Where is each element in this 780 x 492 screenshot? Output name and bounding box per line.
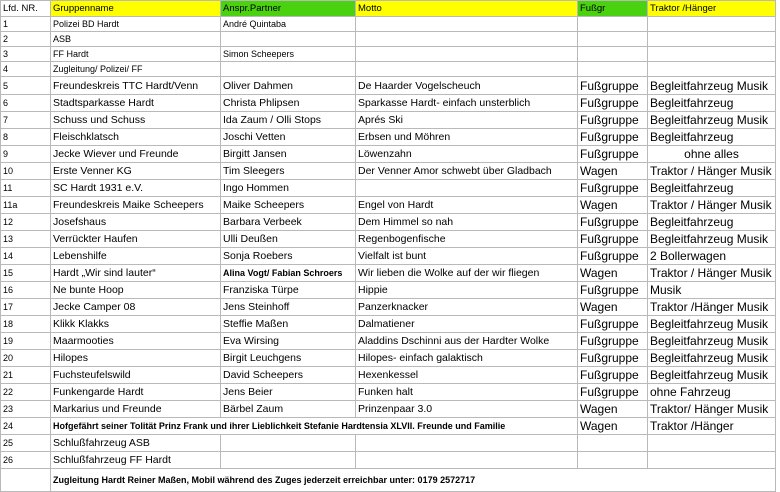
cell-fussgr[interactable]: Fußgruppe: [578, 77, 648, 95]
cell-traktor[interactable]: Traktor /Hänger: [648, 418, 776, 435]
cell-fussgr[interactable]: Fußgruppe: [578, 180, 648, 197]
cell-motto[interactable]: Löwenzahn: [356, 146, 578, 163]
cell-nr[interactable]: 13: [1, 231, 51, 248]
cell-gruppenname[interactable]: Jecke Wiever und Freunde: [51, 146, 221, 163]
cell-partner[interactable]: [221, 62, 356, 77]
cell-nr[interactable]: 1: [1, 17, 51, 32]
table-row: [1, 214, 776, 231]
cell-motto[interactable]: Hexenkessel: [356, 367, 578, 384]
cell-nr[interactable]: 2: [1, 32, 51, 47]
cell-fussgr[interactable]: [578, 62, 648, 77]
cell-traktor[interactable]: Begleitfahrzeug: [648, 129, 776, 146]
cell-partner[interactable]: Eva Wirsing: [221, 333, 356, 350]
cell-motto[interactable]: [356, 32, 578, 47]
header-row: [1, 1, 776, 17]
table-row: [1, 248, 776, 265]
cell-fussgr[interactable]: Fußgruppe: [578, 350, 648, 367]
cell-traktor[interactable]: Traktor / Hänger Musik: [648, 265, 776, 282]
table-row: [1, 418, 776, 435]
cell-partner[interactable]: Christa Phlipsen: [221, 95, 356, 112]
cell-fussgr[interactable]: Fußgruppe: [578, 146, 648, 163]
cell-nr[interactable]: 8: [1, 129, 51, 146]
cell-fussgr[interactable]: Wagen: [578, 197, 648, 214]
cell-gruppenname[interactable]: Verrückter Haufen: [51, 231, 221, 248]
cell-traktor[interactable]: Begleitfahrzeug Musik: [648, 77, 776, 95]
cell-partner[interactable]: Ida Zaum / Olli Stops: [221, 112, 356, 129]
cell-motto[interactable]: Erbsen und Möhren: [356, 129, 578, 146]
cell-gruppenname[interactable]: Ne bunte Hoop: [51, 282, 221, 299]
cell-motto[interactable]: [356, 435, 578, 452]
cell-nr[interactable]: 15: [1, 265, 51, 282]
cell-gruppenname[interactable]: Jecke Camper 08: [51, 299, 221, 316]
cell-merged-description[interactable]: Hofgefährt seiner Tolität Prinz Frank und ihrer Lieblichkeit Stefanie Hardtensia XLVII. Freunde und Familie: [51, 418, 578, 435]
cell-fussgr[interactable]: Fußgruppe: [578, 95, 648, 112]
cell-nr[interactable]: 26: [1, 452, 51, 469]
cell-fussgr[interactable]: Fußgruppe: [578, 129, 648, 146]
table-row: [1, 129, 776, 146]
table-row: [1, 231, 776, 248]
cell-nr[interactable]: 3: [1, 47, 51, 62]
cell-fussgr[interactable]: Fußgruppe: [578, 384, 648, 401]
table-row: [1, 452, 776, 469]
cell-nr[interactable]: 10: [1, 163, 51, 180]
cell-motto[interactable]: Der Venner Amor schwebt über Gladbach: [356, 163, 578, 180]
cell-partner[interactable]: Bärbel Zaum: [221, 401, 356, 418]
header-motto[interactable]: Motto: [356, 1, 578, 17]
table-row: [1, 146, 776, 163]
cell-nr[interactable]: 20: [1, 350, 51, 367]
cell-nr[interactable]: 11a: [1, 197, 51, 214]
cell-fussgr[interactable]: [578, 435, 648, 452]
header-partner[interactable]: Anspr.Partner: [221, 1, 356, 17]
cell-motto[interactable]: Hilopes- einfach galaktisch: [356, 350, 578, 367]
cell-motto[interactable]: Panzerknacker: [356, 299, 578, 316]
cell-fussgr[interactable]: Fußgruppe: [578, 112, 648, 129]
cell-nr[interactable]: 19: [1, 333, 51, 350]
cell-nr[interactable]: 11: [1, 180, 51, 197]
cell-traktor[interactable]: Traktor / Hänger Musik: [648, 163, 776, 180]
cell-motto[interactable]: De Haarder Vogelscheuch: [356, 77, 578, 95]
cell-gruppenname[interactable]: Stadtsparkasse Hardt: [51, 95, 221, 112]
cell-partner[interactable]: André Quintaba: [221, 17, 356, 32]
table-row: [1, 282, 776, 299]
cell-gruppenname[interactable]: Fleischklatsch: [51, 129, 221, 146]
cell-gruppenname[interactable]: Zugleitung/ Polizei/ FF: [51, 62, 221, 77]
cell-gruppenname[interactable]: Schuss und Schuss: [51, 112, 221, 129]
table-body: [1, 1, 776, 492]
cell-partner[interactable]: Alina Vogt/ Fabian Schroers: [221, 265, 356, 282]
cell-traktor[interactable]: 2 Bollerwagen: [648, 248, 776, 265]
cell-gruppenname[interactable]: Hilopes: [51, 350, 221, 367]
cell-motto[interactable]: Sparkasse Hardt- einfach unsterblich: [356, 95, 578, 112]
cell-motto[interactable]: Regenbogenfische: [356, 231, 578, 248]
cell-fussgr[interactable]: Wagen: [578, 265, 648, 282]
cell-fussgr[interactable]: [578, 32, 648, 47]
cell-nr[interactable]: 22: [1, 384, 51, 401]
cell-motto[interactable]: [356, 17, 578, 32]
cell-fussgr[interactable]: [578, 17, 648, 32]
header-fussgr[interactable]: Fußgr: [578, 1, 648, 17]
cell-traktor[interactable]: Begleitfahrzeug: [648, 95, 776, 112]
header-traktor[interactable]: Traktor /Hänger: [648, 1, 776, 17]
cell-partner[interactable]: Barbara Verbeek: [221, 214, 356, 231]
cell-nr[interactable]: 12: [1, 214, 51, 231]
cell-gruppenname[interactable]: Josefshaus: [51, 214, 221, 231]
cell-motto[interactable]: [356, 47, 578, 62]
table-row: [1, 197, 776, 214]
cell-gruppenname[interactable]: Schlußfahrzeug FF Hardt: [51, 452, 221, 469]
cell-traktor[interactable]: Traktor /Hänger Musik: [648, 299, 776, 316]
cell-partner[interactable]: Maike Scheepers: [221, 197, 356, 214]
cell-partner[interactable]: Joschi Vetten: [221, 129, 356, 146]
footer-contact-note[interactable]: Zugleitung Hardt Reiner Maßen, Mobil während des Zuges jederzeit erreichbar unter: 0179 2572717: [51, 469, 776, 492]
cell-partner[interactable]: David Scheepers: [221, 367, 356, 384]
cell-gruppenname[interactable]: Klikk Klakks: [51, 316, 221, 333]
cell-nr[interactable]: 23: [1, 401, 51, 418]
cell-gruppenname[interactable]: ASB: [51, 32, 221, 47]
cell-partner[interactable]: Birgitt Jansen: [221, 146, 356, 163]
table-row: [1, 95, 776, 112]
cell-motto[interactable]: [356, 180, 578, 197]
cell-motto[interactable]: Wir lieben die Wolke auf der wir fliegen: [356, 265, 578, 282]
cell-motto[interactable]: Dalmatiener: [356, 316, 578, 333]
cell-gruppenname[interactable]: FF Hardt: [51, 47, 221, 62]
header-gruppenname[interactable]: Gruppenname: [51, 1, 221, 17]
cell-traktor[interactable]: Musik: [648, 282, 776, 299]
cell-traktor[interactable]: Begleitfahrzeug Musik: [648, 350, 776, 367]
cell-traktor[interactable]: Begleitfahrzeug Musik: [648, 112, 776, 129]
cell-fussgr[interactable]: Fußgruppe: [578, 214, 648, 231]
cell-fussgr[interactable]: Wagen: [578, 418, 648, 435]
cell-partner[interactable]: Ulli Deußen: [221, 231, 356, 248]
cell-gruppenname[interactable]: Freundeskreis Maike Scheepers: [51, 197, 221, 214]
table-row: [1, 47, 776, 62]
cell-nr[interactable]: 9: [1, 146, 51, 163]
cell-fussgr[interactable]: [578, 47, 648, 62]
cell-traktor[interactable]: Begleitfahrzeug Musik: [648, 367, 776, 384]
cell-motto[interactable]: [356, 452, 578, 469]
cell-traktor[interactable]: [648, 452, 776, 469]
cell-gruppenname[interactable]: Erste Venner KG: [51, 163, 221, 180]
cell-partner[interactable]: Tim Sleegers: [221, 163, 356, 180]
cell-fussgr[interactable]: [578, 452, 648, 469]
cell-partner[interactable]: Steffie Maßen: [221, 316, 356, 333]
cell-motto[interactable]: Hippie: [356, 282, 578, 299]
table-row: [1, 435, 776, 452]
cell-motto[interactable]: Engel von Hardt: [356, 197, 578, 214]
table-row: [1, 316, 776, 333]
cell-traktor[interactable]: [648, 62, 776, 77]
cell-gruppenname[interactable]: Maarmooties: [51, 333, 221, 350]
cell-nr[interactable]: 5: [1, 77, 51, 95]
cell-fussgr[interactable]: Fußgruppe: [578, 282, 648, 299]
cell-motto[interactable]: Funken halt: [356, 384, 578, 401]
cell-gruppenname[interactable]: Schlußfahrzeug ASB: [51, 435, 221, 452]
cell-partner[interactable]: Simon Scheepers: [221, 47, 356, 62]
cell-traktor[interactable]: ohne alles: [648, 146, 776, 163]
table-row: [1, 17, 776, 32]
cell-partner[interactable]: Jens Steinhoff: [221, 299, 356, 316]
table-row: [1, 265, 776, 282]
cell-motto[interactable]: Prinzenpaar 3.0: [356, 401, 578, 418]
cell-traktor[interactable]: Traktor / Hänger Musik: [648, 197, 776, 214]
cell-motto[interactable]: [356, 62, 578, 77]
cell-fussgr[interactable]: Wagen: [578, 299, 648, 316]
cell-traktor[interactable]: Begleitfahrzeug Musik: [648, 333, 776, 350]
cell-gruppenname[interactable]: Markarius und Freunde: [51, 401, 221, 418]
table-row: [1, 401, 776, 418]
table-row: [1, 32, 776, 47]
cell-nr[interactable]: 16: [1, 282, 51, 299]
table-row: [1, 350, 776, 367]
header-nr[interactable]: Lfd. NR.: [1, 1, 51, 17]
cell-gruppenname[interactable]: Fuchsteufelswild: [51, 367, 221, 384]
table-row: [1, 384, 776, 401]
cell-traktor[interactable]: [648, 32, 776, 47]
cell-partner[interactable]: Jens Beier: [221, 384, 356, 401]
table-row: [1, 299, 776, 316]
cell-nr[interactable]: 6: [1, 95, 51, 112]
cell-partner[interactable]: Ingo Hommen: [221, 180, 356, 197]
cell-gruppenname[interactable]: Funkengarde Hardt: [51, 384, 221, 401]
cell-fussgr[interactable]: Wagen: [578, 401, 648, 418]
cell-traktor[interactable]: Traktor/ Hänger Musik: [648, 401, 776, 418]
cell-partner[interactable]: Sonja Roebers: [221, 248, 356, 265]
cell-fussgr[interactable]: Fußgruppe: [578, 367, 648, 384]
cell-gruppenname[interactable]: SC Hardt 1931 e.V.: [51, 180, 221, 197]
table-row: [1, 180, 776, 197]
cell-fussgr[interactable]: Wagen: [578, 163, 648, 180]
cell-fussgr[interactable]: Fußgruppe: [578, 231, 648, 248]
cell-nr[interactable]: 25: [1, 435, 51, 452]
cell-motto[interactable]: Vielfalt ist bunt: [356, 248, 578, 265]
cell-nr[interactable]: 17: [1, 299, 51, 316]
cell-motto[interactable]: Aladdins Dschinni aus der Hardter Wolke: [356, 333, 578, 350]
cell-motto[interactable]: Dem Himmel so nah: [356, 214, 578, 231]
table-row: [1, 333, 776, 350]
cell-partner[interactable]: Franziska Türpe: [221, 282, 356, 299]
table-row: [1, 367, 776, 384]
cell-nr[interactable]: 7: [1, 112, 51, 129]
cell-nr[interactable]: 21: [1, 367, 51, 384]
cell-gruppenname[interactable]: Lebenshilfe: [51, 248, 221, 265]
cell-nr[interactable]: 4: [1, 62, 51, 77]
cell-nr[interactable]: 14: [1, 248, 51, 265]
cell-traktor[interactable]: ohne Fahrzeug: [648, 384, 776, 401]
table-row: [1, 62, 776, 77]
cell-fussgr[interactable]: Fußgruppe: [578, 248, 648, 265]
cell-traktor[interactable]: Begleitfahrzeug Musik: [648, 231, 776, 248]
table-row: [1, 163, 776, 180]
table-row: [1, 112, 776, 129]
cell-partner[interactable]: [221, 435, 356, 452]
cell-traktor[interactable]: Begleitfahrzeug Musik: [648, 316, 776, 333]
cell-traktor[interactable]: [648, 17, 776, 32]
cell-gruppenname[interactable]: Freundeskreis TTC Hardt/Venn: [51, 77, 221, 95]
cell-traktor[interactable]: Begleitfahrzeug: [648, 214, 776, 231]
cell-fussgr[interactable]: Fußgruppe: [578, 316, 648, 333]
cell-traktor[interactable]: Begleitfahrzeug: [648, 180, 776, 197]
cell-motto[interactable]: Aprés Ski: [356, 112, 578, 129]
cell-gruppenname[interactable]: Hardt „Wir sind lauter“: [51, 265, 221, 282]
cell-partner[interactable]: Birgit Leuchgens: [221, 350, 356, 367]
cell-nr[interactable]: 18: [1, 316, 51, 333]
cell-partner[interactable]: [221, 32, 356, 47]
cell-gruppenname[interactable]: Polizei BD Hardt: [51, 17, 221, 32]
cell-fussgr[interactable]: Fußgruppe: [578, 333, 648, 350]
cell-nr[interactable]: 24: [1, 418, 51, 435]
cell-partner[interactable]: [221, 452, 356, 469]
table-row: [1, 77, 776, 95]
cell-partner[interactable]: Oliver Dahmen: [221, 77, 356, 95]
cell-traktor[interactable]: [648, 47, 776, 62]
cell-traktor[interactable]: [648, 435, 776, 452]
